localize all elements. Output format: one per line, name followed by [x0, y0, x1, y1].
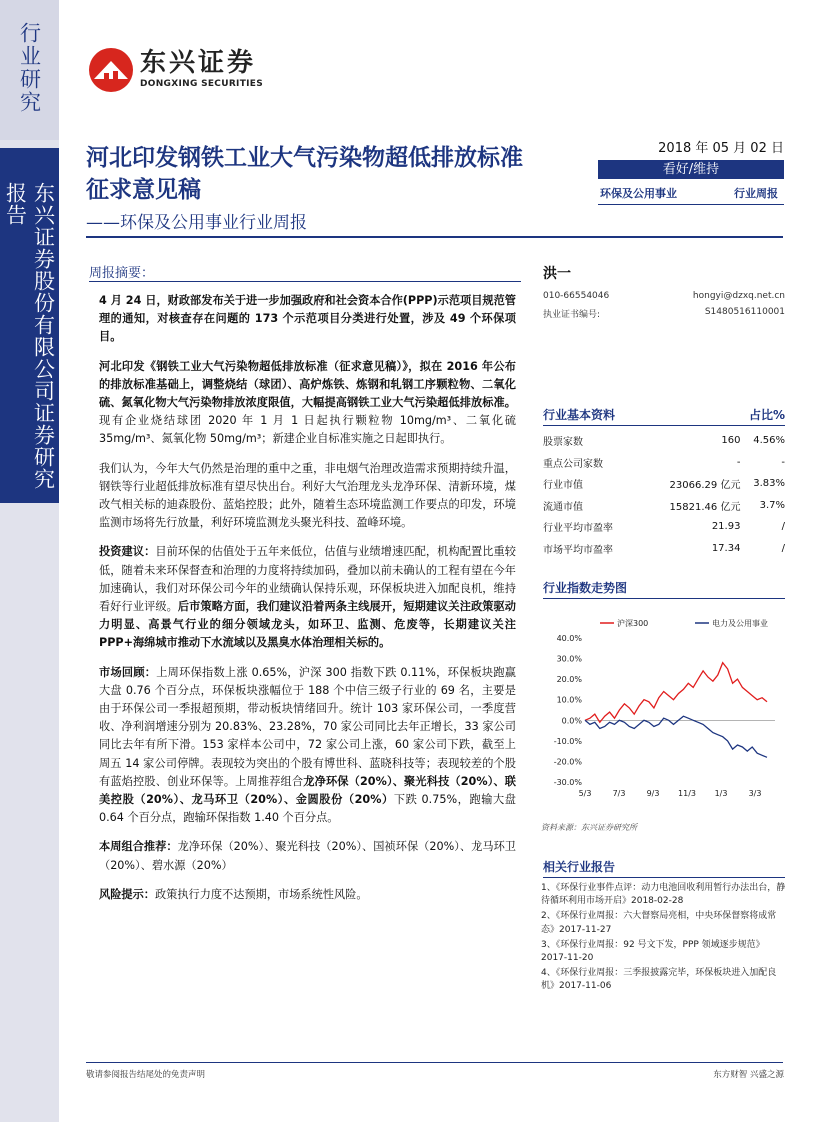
y-tick-label: 20.0% — [556, 675, 582, 685]
y-tick-label: 0.0% — [561, 716, 582, 726]
footer-divider — [86, 1062, 783, 1063]
x-tick-label: 7/3 — [612, 789, 626, 798]
stats-pct: 3.7% — [759, 499, 785, 511]
stats-row — [543, 430, 785, 452]
sidebar-company: 东兴证券股份有限公司证券研究报告 — [0, 148, 59, 503]
stats-label: 股票家数 — [543, 437, 583, 449]
series-line-0 — [585, 663, 767, 723]
stats-label: 重点公司家数 — [543, 458, 603, 470]
industry-tag: 环保及公用事业 — [600, 187, 677, 200]
stats-row — [543, 516, 785, 538]
y-tick-label: 10.0% — [556, 695, 582, 705]
stats-pct: 3.83% — [753, 478, 785, 490]
stats-pct: 4.56% — [753, 435, 785, 447]
y-tick-label: 40.0% — [556, 634, 582, 643]
index-trend-chart — [545, 612, 785, 802]
stats-row — [543, 452, 785, 474]
stats-row — [543, 495, 785, 517]
stats-table — [543, 430, 785, 559]
chart-source: 资料来源：东兴证券研究所 — [541, 823, 637, 832]
report-link[interactable]: 4、《环保行业周报：三季报披露完毕，环保板块进入加配良机》2017-11-06 — [541, 968, 777, 992]
reports-heading-block — [543, 858, 785, 878]
stats-label: 市场平均市盈率 — [543, 544, 613, 556]
logo — [88, 47, 263, 93]
y-tick-label: -10.0% — [553, 736, 582, 746]
stats-value: 160 — [721, 435, 741, 447]
stats-label: 流通市值 — [543, 501, 583, 513]
stats-value: - — [736, 456, 741, 468]
reports-heading: 相关行业报告 — [543, 860, 616, 874]
y-tick-label: 30.0% — [556, 654, 582, 664]
paragraph-advice: 投资建议：目前环保的估值处于五年来低位，估值与业绩增速匹配，机构配置比重较低，随着未来环保督查和治理的力度将持续加码，叠加以前未确认的工程有望在今年加速确认，我们对环保公司今年的业绩确认保持乐观，环保板块进入加配良机，维持看好行业评级。后市策略方面，我们建议沿着两条主线展开，短期建议关注政策驱动力明显、高景气行业的细分领域龙头，如环卫、监测、危废等，长期建议关注 PPP+海绵城市推动下水流域以及黑臭水体治理相关标的。 — [99, 545, 516, 650]
sidebar-category: 行业研究 — [0, 0, 59, 140]
report-link[interactable]: 2、《环保行业周报：六大督察局亮相，中央环保督察将成常态》2017-11-27 — [541, 911, 777, 935]
chart-heading-block — [543, 579, 785, 599]
paragraph-market: 市场回顾：上周环保指数上涨 0.65%，沪深 300 指数下跌 0.11%，环保板块跑赢大盘 0.76 个百分点，环保板块涨幅位于 188 个中信三级子行业的 69 名，主要是由于环保公司一季报超预期，带动板块情绪回升。统计 103 家环保公司，一季度营收、净利润增速分别为 20.83%、23.28%，70 家公司同比去年正增长，33 家公司同比去年有所下滑。153 家样本公司中，72 家公司上涨，60 家公司下跌，截至上周五 14 家公司停牌。表现较为突出的个股有博世科、蓝晓科技等；表现较差的个股有蓝焰控股、创业环保等。上周推荐组合龙净环保（20%）、聚光科技（20%）、联美控股（20%）、龙马环卫（20%）、金圆股份（20%）下跌 0.75%，跑输大盘 0.64 个百分点，跑输环保指数 1.40 个百分点。 — [99, 665, 516, 825]
title-divider — [86, 236, 783, 238]
industry-stats — [543, 406, 785, 559]
stats-pct: - — [781, 456, 785, 468]
footer-slogan: 东方财智 兴盛之源 — [713, 1070, 784, 1080]
report-link[interactable]: 1、《环保行业事件点评：动力电池回收利用暂行办法出台，静待循环利用市场开启》2018-02-28 — [541, 883, 786, 907]
report-type-tag: 行业周报 — [734, 187, 778, 200]
legend-label: 沪深300 — [617, 619, 649, 628]
stats-pct: / — [781, 521, 785, 533]
paragraph-ppp: 4 月 24 日，财政部发布关于进一步加强政府和社会资本合作(PPP)示范项目规范管理的通知，对核查存在问题的 173 个示范项目分类进行处置，涉及 49 个环保项目。 — [99, 294, 516, 344]
logo-emblem-icon — [88, 47, 134, 93]
report-title: 河北印发钢铁工业大气污染物超低排放标准征求意见稿 — [86, 145, 523, 203]
report-link[interactable]: 3、《环保行业周报：92 号文下发，PPP 领域逐步规范》2017-11-20 — [541, 939, 765, 964]
x-tick-label: 11/3 — [678, 789, 696, 798]
report-subtitle: ——环保及公用事业行业周报 — [86, 213, 307, 233]
paragraph-view: 我们认为，今年大气仍然是治理的重中之重，非电烟气治理改造需求预期持续升温，钢铁等行业超低排放标准有望尽快出台。利好大气治理龙头龙净环保、清新环境，煤改气相关标的迪森股份、蓝焰控股；此外，随着生态环境监测工作要点的印发，环境监测市场将先行放量，利好环境监测龙头聚光科技、盈峰环境。 — [99, 461, 516, 530]
analyst-card — [543, 263, 785, 326]
paragraph-risk: 风险提示：政策执行力度不达预期，市场系统性风险。 — [99, 887, 368, 901]
stats-value: 23066.29 亿元 — [669, 480, 741, 492]
chart-heading: 行业指数走势图 — [543, 581, 628, 595]
stats-value: 21.93 — [711, 521, 741, 533]
stats-label: 行业平均市盈率 — [543, 523, 613, 535]
stats-pct-heading: 占比% — [748, 408, 785, 422]
stats-heading: 行业基本资料 — [543, 408, 616, 422]
sidebar — [0, 0, 59, 1122]
summary-body — [99, 292, 516, 915]
series-line-1 — [585, 716, 767, 757]
rating-box — [598, 160, 784, 205]
logo-name: 东兴证券 — [140, 48, 257, 78]
analyst-email[interactable]: hongyi@dzxq.net.cn — [692, 291, 785, 301]
logo-english: DONGXING SECURITIES — [140, 79, 264, 89]
stats-value: 15821.46 亿元 — [669, 501, 741, 513]
cert-label: 执业证书编号: — [543, 310, 601, 320]
related-reports — [541, 882, 787, 996]
stats-value: 17.34 — [711, 542, 741, 554]
stats-pct: / — [781, 542, 785, 554]
summary-heading: 周报摘要： — [89, 266, 155, 281]
legend-label: 电力及公用事业 — [712, 619, 768, 628]
report-date: 2018 年 05 月 02 日 — [658, 141, 784, 156]
x-tick-label: 1/3 — [714, 789, 728, 798]
x-tick-label: 9/3 — [646, 789, 660, 798]
x-tick-label: 5/3 — [578, 789, 592, 798]
paragraph-hebei: 河北印发《钢铁工业大气污染物超低排放标准（征求意见稿）》，拟在 2016 年公布的排放标准基础上，调整烧结（球团）、高炉炼铁、炼钢和轧钢工序颗粒物、二氧化硫、氮氧化物大气污染物排放浓度限值，大幅提高钢铁工业大气污染超低排放标准。现有企业烧结球团 2020 年 1 月 1 日起执行颗粒物 10mg/m³、二氧化硫 35mg/m³、氮氧化物 50mg/m³；新建企业自标准实施之日起即执行。 — [99, 359, 516, 446]
analyst-name: 洪一 — [543, 266, 571, 282]
rating-badge: 看好/维持 — [598, 160, 784, 179]
analyst-phone: 010-66554046 — [543, 291, 610, 301]
stats-label: 行业市值 — [543, 480, 583, 492]
paragraph-portfolio: 本周组合推荐：龙净环保（20%）、聚光科技（20%）、国祯环保（20%）、龙马环卫（20%）、碧水源（20%） — [99, 840, 516, 872]
x-tick-label: 3/3 — [748, 789, 762, 798]
y-tick-label: -30.0% — [553, 778, 582, 787]
footer-disclaimer[interactable]: 敬请参阅报告结尾处的免责声明 — [86, 1070, 206, 1080]
summary-divider — [89, 281, 521, 282]
cert-number: S1480516110001 — [704, 307, 785, 317]
stats-row — [543, 473, 785, 495]
stats-row — [543, 538, 785, 560]
y-tick-label: -20.0% — [553, 757, 582, 767]
